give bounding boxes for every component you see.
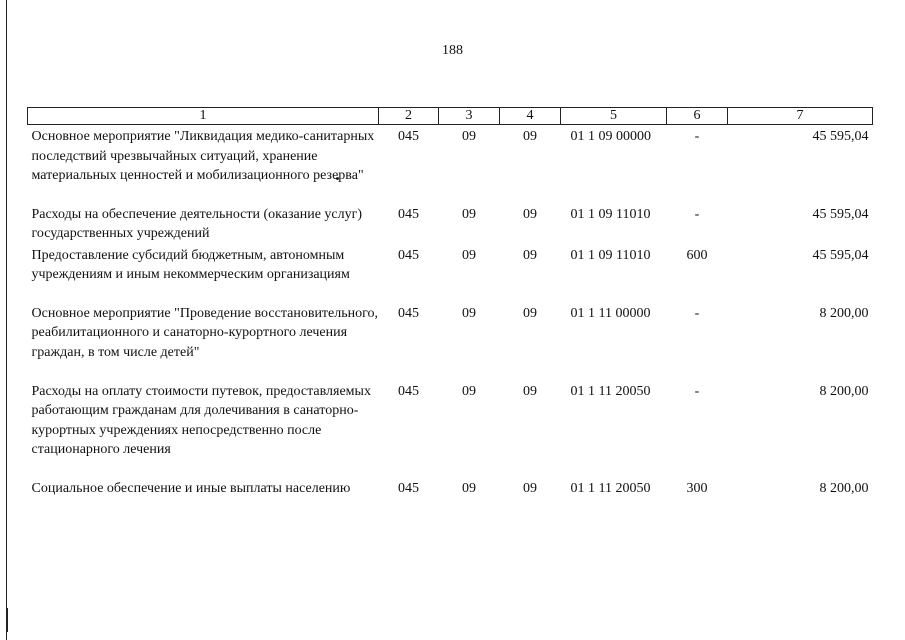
row-amount: 8 200,00	[819, 305, 869, 321]
column-header-7: 7	[728, 108, 873, 125]
column-header-1: 1	[28, 108, 379, 125]
row-name: Основное мероприятие "Проведение восстановительного, реабилитационного и санаторно-курортного лечения граждан, в том числе детей"	[31, 305, 379, 360]
row-code-3: 09	[462, 305, 476, 321]
row-name: Расходы на оплату стоимости путевок, предоставляемых работающим гражданам для долечивания в санаторно-курортных учреждениях непосредственно после стационарного лечения	[31, 383, 371, 457]
row-code-2: 045	[398, 305, 419, 321]
row-amount: 45 595,04	[812, 129, 869, 144]
row-code-6: -	[694, 206, 700, 222]
row-amount: 45 595,04	[812, 247, 869, 263]
row-name: Основное мероприятие "Ликвидация медико-санитарных последствий чрезвычайных ситуаций, хранение материальных ценностей и мобилизационного резерва"	[31, 129, 375, 183]
row-code-3: 09	[462, 383, 476, 399]
row-code-5: 01 1 11 00000	[570, 305, 651, 321]
column-header-3: 3	[439, 108, 500, 125]
row-amount: 8 200,00	[819, 383, 869, 399]
row-name: Предоставление субсидий бюджетным, автономным учреждениям и иным некоммерческим организациям	[31, 247, 350, 282]
row-code-6: -	[694, 305, 700, 321]
page-left-edge-rule	[6, 0, 7, 640]
row-code-4: 09	[523, 247, 537, 263]
row-code-3: 09	[462, 480, 476, 496]
row-code-2: 045	[398, 247, 419, 263]
row-code-5: 01 1 09 11010	[570, 247, 651, 263]
scan-edge-mark	[6, 608, 8, 632]
table-row	[28, 477, 873, 501]
row-code-2: 045	[398, 383, 419, 399]
budget-table	[27, 107, 873, 501]
row-code-2: 045	[398, 480, 419, 496]
row-code-4: 09	[523, 305, 537, 321]
row-code-2: 045	[398, 129, 419, 144]
row-code-5: 01 1 11 20050	[570, 480, 651, 496]
column-header-6: 6	[667, 108, 728, 125]
row-amount: 8 200,00	[819, 480, 869, 496]
page-number: 188	[442, 43, 463, 58]
column-header-4: 4	[500, 108, 561, 125]
row-code-5: 01 1 09 11010	[570, 206, 651, 222]
row-code-3: 09	[462, 206, 476, 222]
row-code-4: 09	[523, 129, 537, 144]
table-row	[28, 125, 873, 203]
table-row	[28, 203, 873, 244]
table-row	[28, 244, 873, 302]
row-code-4: 09	[523, 383, 537, 399]
row-code-5: 01 1 11 20050	[570, 383, 651, 399]
row-code-3: 09	[462, 129, 476, 144]
row-code-6: -	[694, 383, 700, 399]
row-code-4: 09	[523, 206, 537, 222]
column-header-5: 5	[561, 108, 667, 125]
row-code-6: 300	[686, 480, 708, 496]
row-name: Расходы на обеспечение деятельности (оказание услуг) государственных учреждений	[31, 206, 363, 241]
row-code-5: 01 1 09 00000	[570, 129, 651, 144]
row-name: Социальное обеспечение и иные выплаты населению	[31, 480, 351, 496]
column-header-2: 2	[379, 108, 439, 125]
row-code-6: 600	[686, 247, 708, 263]
header-row	[28, 108, 873, 125]
row-code-2: 045	[398, 206, 419, 222]
table-row	[28, 380, 873, 477]
table-row	[28, 302, 873, 380]
row-code-6: -	[694, 129, 700, 144]
row-amount: 45 595,04	[812, 206, 869, 222]
row-code-3: 09	[462, 247, 476, 263]
row-code-4: 09	[523, 480, 537, 496]
